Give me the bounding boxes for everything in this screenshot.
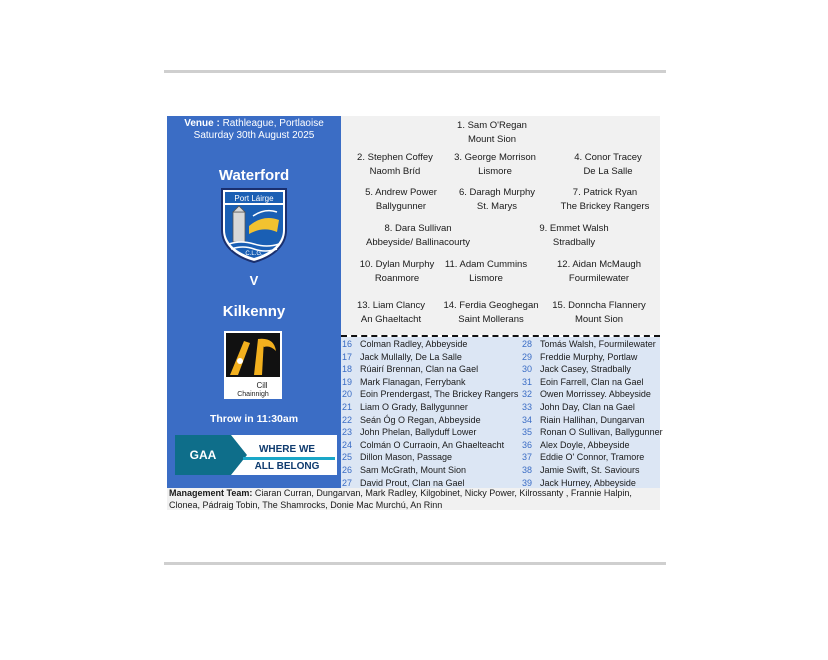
away-team-name: Kilkenny <box>222 303 286 320</box>
gaa-where-we-all-belong-logo <box>175 435 337 475</box>
throw-in-time: Throw in 11:30am <box>209 413 299 425</box>
player-14: 14. Ferdia Geoghegan Saint Mollerans <box>443 300 539 325</box>
home-team-name: Waterford <box>218 167 290 184</box>
sub-row: 39 Jack Hurney, Abbeyside <box>522 477 636 488</box>
subs-column-left <box>342 338 518 489</box>
sub-row: 36 Alex Doyle, Abbeyside <box>522 439 630 450</box>
sub-row: 24 Colmán O Curraoin, An Ghaelteacht <box>342 439 505 450</box>
sub-row: 29 Freddie Murphy, Portlaw <box>522 351 638 362</box>
sub-row: 30 Jack Casey, Stradbally <box>522 364 631 375</box>
match-info-panel <box>167 116 341 488</box>
sub-row: 20 Eoin Prendergast, The Brickey Rangers <box>342 389 519 400</box>
sponsor-line2: ALL BELONG <box>254 461 320 472</box>
gaa-logo-text: GAA <box>189 448 217 462</box>
substitutes-panel <box>341 337 663 488</box>
top-divider <box>164 70 666 73</box>
player-4: 4. Conor Tracey De La Salle <box>574 152 642 177</box>
player-12: 12. Aidan McMaugh Fourmilewater <box>557 259 641 284</box>
sub-row: 28 Tomás Walsh, Fourmilewater <box>522 339 656 349</box>
sub-row: 25 Dillon Mason, Passage <box>342 452 453 463</box>
sub-row: 37 Eddie O' Connor, Tramore <box>522 452 645 463</box>
sub-row: 26 Sam McGrath, Mount Sion <box>342 464 467 475</box>
player-10: 10. Dylan Murphy Roanmore <box>359 259 435 284</box>
sub-row: 34 Riain Hallihan, Dungarvan <box>522 414 645 425</box>
player-7: 7. Patrick Ryan The Brickey Rangers <box>560 187 650 212</box>
sub-row: 33 John Day, Clan na Gael <box>522 401 635 412</box>
sponsor-line1: WHERE WE <box>258 444 316 455</box>
venue-label: Venue : <box>184 118 220 129</box>
versus-label: V <box>249 273 259 288</box>
player-5: 5. Andrew Power Ballygunner <box>365 187 437 212</box>
player-11: 11. Adam Cummins Lismore <box>444 259 528 284</box>
sub-row: 38 Jamie Swift, St. Saviours <box>522 464 640 475</box>
sub-row: 35 Ronan O Sullivan, Ballygunner <box>522 427 663 438</box>
waterford-crest-bottom-text: C.L.G. <box>245 251 263 257</box>
match-date: Saturday 30th August 2025 <box>193 130 315 141</box>
bottom-divider <box>164 562 666 565</box>
player-13: 13. Liam Clancy An Ghaeltacht <box>356 300 426 325</box>
player-3: 3. George Morrison Lismore <box>454 152 536 177</box>
venue-place: Rathleague, Portlaoise <box>222 118 324 129</box>
waterford-crest-top-text: Port Láirge <box>234 194 274 203</box>
kilkenny-crest-line2: Chainnigh <box>237 391 269 398</box>
sub-row: 31 Eoin Farrell, Clan na Gael <box>522 376 644 387</box>
venue-info <box>167 118 341 142</box>
sub-row: 19 Mark Flanagan, Ferrybank <box>342 376 466 387</box>
player-1: 1. Sam O'Regan Mount Sion <box>457 120 527 145</box>
management-team <box>167 488 660 510</box>
player-15: 15. Donncha Flannery Mount Sion <box>552 300 646 325</box>
player-2: 2. Stephen Coffey Naomh Bríd <box>357 152 433 177</box>
sub-row: 21 Liam O Grady, Ballygunner <box>342 401 468 412</box>
management-label: Management Team: <box>169 488 253 498</box>
player-9: 9. Emmet Walsh Stradbally <box>539 223 609 248</box>
subs-column-right <box>522 338 663 489</box>
sub-row: 27 David Prout, Clan na Gael <box>342 477 465 488</box>
sub-row: 16 Colman Radley, Abbeyside <box>342 339 468 349</box>
player-8: 8. Dara Sullivan Abbeyside/ Ballinacourty <box>365 223 471 248</box>
sub-row: 23 John Phelan, Ballyduff Lower <box>342 427 477 438</box>
management-list: Ciaran Curran, Dungarvan, Mark Radley, Kilgobinet, Nicky Power, Kilrossanty , Frannie Halpin, Clonea, Pádraig Tobin, The Shamrocks, Donie Mac Murchú, An Rinn <box>169 488 632 510</box>
starting-fifteen <box>341 116 660 335</box>
team-sheet <box>167 116 663 510</box>
sub-row: 22 Seán Óg O Regan, Abbeyside <box>342 414 481 425</box>
sub-row: 32 Owen Morrissey. Abbeyside <box>522 389 651 400</box>
kilkenny-crest-icon <box>224 331 282 399</box>
kilkenny-crest-line1: Cill <box>256 381 268 390</box>
waterford-crest-icon <box>219 186 289 264</box>
sub-row: 18 Rúairí Brennan, Clan na Gael <box>342 364 479 375</box>
player-6: 6. Daragh Murphy St. Marys <box>458 187 536 212</box>
sub-row: 17 Jack Mullally, De La Salle <box>342 351 462 362</box>
